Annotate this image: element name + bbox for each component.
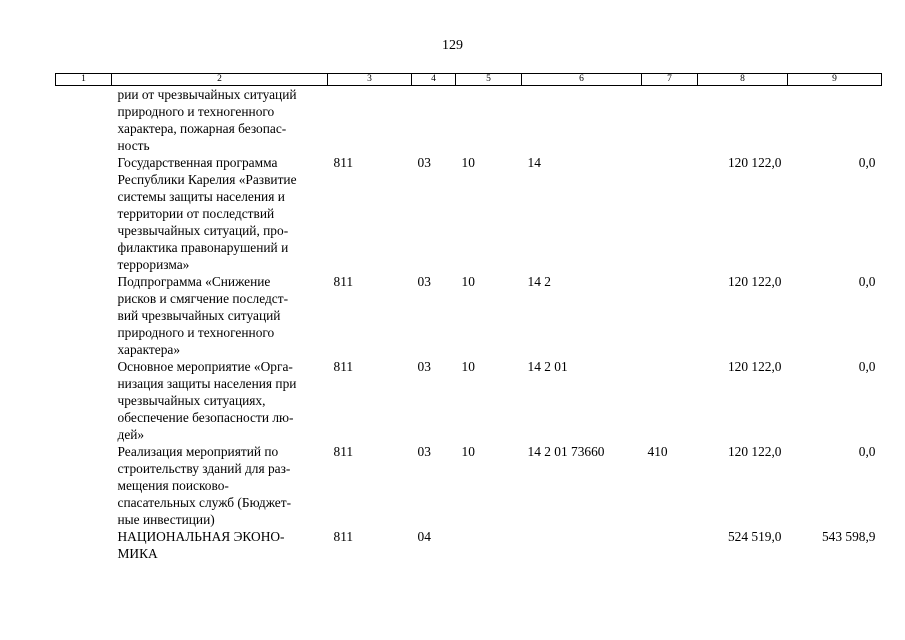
header-col-4: 4 — [412, 74, 456, 86]
table-row — [56, 443, 882, 528]
table-row — [56, 86, 882, 155]
header-col-9: 9 — [788, 74, 882, 86]
header-col-1: 1 — [56, 74, 112, 86]
cell-amount-2: 0,0 — [858, 444, 876, 459]
name-line: чрезвычайных ситуациях, — [117, 393, 266, 408]
name-line: низация защиты населения при — [117, 376, 297, 391]
header-col-6: 6 — [522, 74, 642, 86]
cell-col-1 — [56, 154, 112, 273]
name-line: спасательных служб (Бюджет- — [117, 495, 292, 510]
cell-name — [112, 358, 328, 443]
column-number-header — [56, 74, 882, 86]
cell-admin-code: 811 — [333, 274, 354, 289]
cell-subsection: 10 — [461, 274, 475, 289]
cell-subsection — [456, 528, 522, 562]
name-line: строительству зданий для раз- — [117, 461, 291, 476]
name-line: Подпрограмма «Снижение — [117, 274, 271, 289]
cell-name — [112, 528, 328, 562]
name-line: системы защиты населения и — [117, 189, 285, 204]
header-col-5: 5 — [456, 74, 522, 86]
cell-section: 04 — [417, 529, 431, 544]
cell-expense-type — [642, 154, 698, 273]
table-body — [56, 86, 882, 563]
cell-name — [112, 154, 328, 273]
name-line: обеспечение безопасности лю- — [117, 410, 294, 425]
name-line: филактика правонарушений и — [117, 240, 289, 255]
header-col-3: 3 — [328, 74, 412, 86]
name-line: чрезвычайных ситуаций, про- — [117, 223, 289, 238]
cell-amount-2: 0,0 — [858, 155, 876, 170]
table-row — [56, 154, 882, 273]
cell-amount-2: 0,0 — [858, 274, 876, 289]
name-line: ные инвестиции) — [117, 512, 215, 527]
cell-target-article: 14 2 01 73660 — [527, 444, 605, 459]
cell-admin-code: 811 — [333, 529, 354, 544]
name-line: территории от последствий — [117, 206, 275, 221]
header-col-2: 2 — [112, 74, 328, 86]
name-line: терроризма» — [117, 257, 190, 272]
cell-col-1 — [56, 86, 112, 155]
cell-admin-code: 811 — [333, 359, 354, 374]
header-col-7: 7 — [642, 74, 698, 86]
name-line: НАЦИОНАЛЬНАЯ ЭКОНО- — [117, 529, 285, 544]
name-line: вий чрезвычайных ситуаций — [117, 308, 281, 323]
table-row — [56, 273, 882, 358]
cell-amount-1: 524 519,0 — [727, 529, 782, 544]
cell-amount-1: 120 122,0 — [727, 444, 782, 459]
cell-expense-type — [642, 528, 698, 562]
name-line: рисков и смягчение последст- — [117, 291, 289, 306]
cell-section: 03 — [417, 155, 431, 170]
cell-target-article — [522, 528, 642, 562]
name-line: характера, пожарная безопас- — [117, 121, 287, 136]
cell-amount-2 — [788, 86, 882, 155]
cell-col-1 — [56, 273, 112, 358]
name-line: Республики Карелия «Развитие — [117, 172, 297, 187]
cell-expense-type: 410 — [647, 444, 668, 459]
name-line: Реализация мероприятий по — [117, 444, 279, 459]
cell-section — [412, 86, 456, 155]
cell-target-article: 14 — [527, 155, 541, 170]
name-line: МИКА — [117, 546, 158, 561]
name-line: дей» — [117, 427, 145, 442]
cell-name — [112, 273, 328, 358]
cell-amount-2: 0,0 — [858, 359, 876, 374]
cell-amount-1: 120 122,0 — [727, 274, 782, 289]
cell-name — [112, 86, 328, 155]
cell-section: 03 — [417, 359, 431, 374]
cell-expense-type — [642, 273, 698, 358]
cell-subsection: 10 — [461, 155, 475, 170]
cell-col-1 — [56, 358, 112, 443]
cell-target-article — [522, 86, 642, 155]
name-line: рии от чрезвычайных ситуаций — [117, 87, 297, 102]
name-line: природного и техногенного — [117, 104, 275, 119]
page-number: 129 — [442, 38, 463, 53]
cell-expense-type — [642, 86, 698, 155]
cell-amount-1 — [698, 86, 788, 155]
table-row — [56, 358, 882, 443]
cell-section: 03 — [417, 274, 431, 289]
cell-admin-code: 811 — [333, 155, 354, 170]
cell-subsection: 10 — [461, 359, 475, 374]
name-line: характера» — [117, 342, 181, 357]
cell-admin-code: 811 — [333, 444, 354, 459]
budget-table — [55, 73, 882, 562]
cell-col-1 — [56, 528, 112, 562]
name-line: ность — [117, 138, 150, 153]
cell-subsection — [456, 86, 522, 155]
cell-col-1 — [56, 443, 112, 528]
cell-admin-code — [328, 86, 412, 155]
cell-amount-1: 120 122,0 — [727, 359, 782, 374]
name-line: Государственная программа — [117, 155, 278, 170]
cell-target-article: 14 2 01 — [527, 359, 568, 374]
name-line: природного и техногенного — [117, 325, 275, 340]
name-line: мещения поисково- — [117, 478, 229, 493]
cell-name — [112, 443, 328, 528]
cell-subsection: 10 — [461, 444, 475, 459]
cell-expense-type — [642, 358, 698, 443]
cell-amount-2: 543 598,9 — [821, 529, 876, 544]
cell-section: 03 — [417, 444, 431, 459]
name-line: Основное мероприятие «Орга- — [117, 359, 293, 374]
cell-amount-1: 120 122,0 — [727, 155, 782, 170]
cell-target-article: 14 2 — [527, 274, 551, 289]
table-row — [56, 528, 882, 562]
header-col-8: 8 — [698, 74, 788, 86]
